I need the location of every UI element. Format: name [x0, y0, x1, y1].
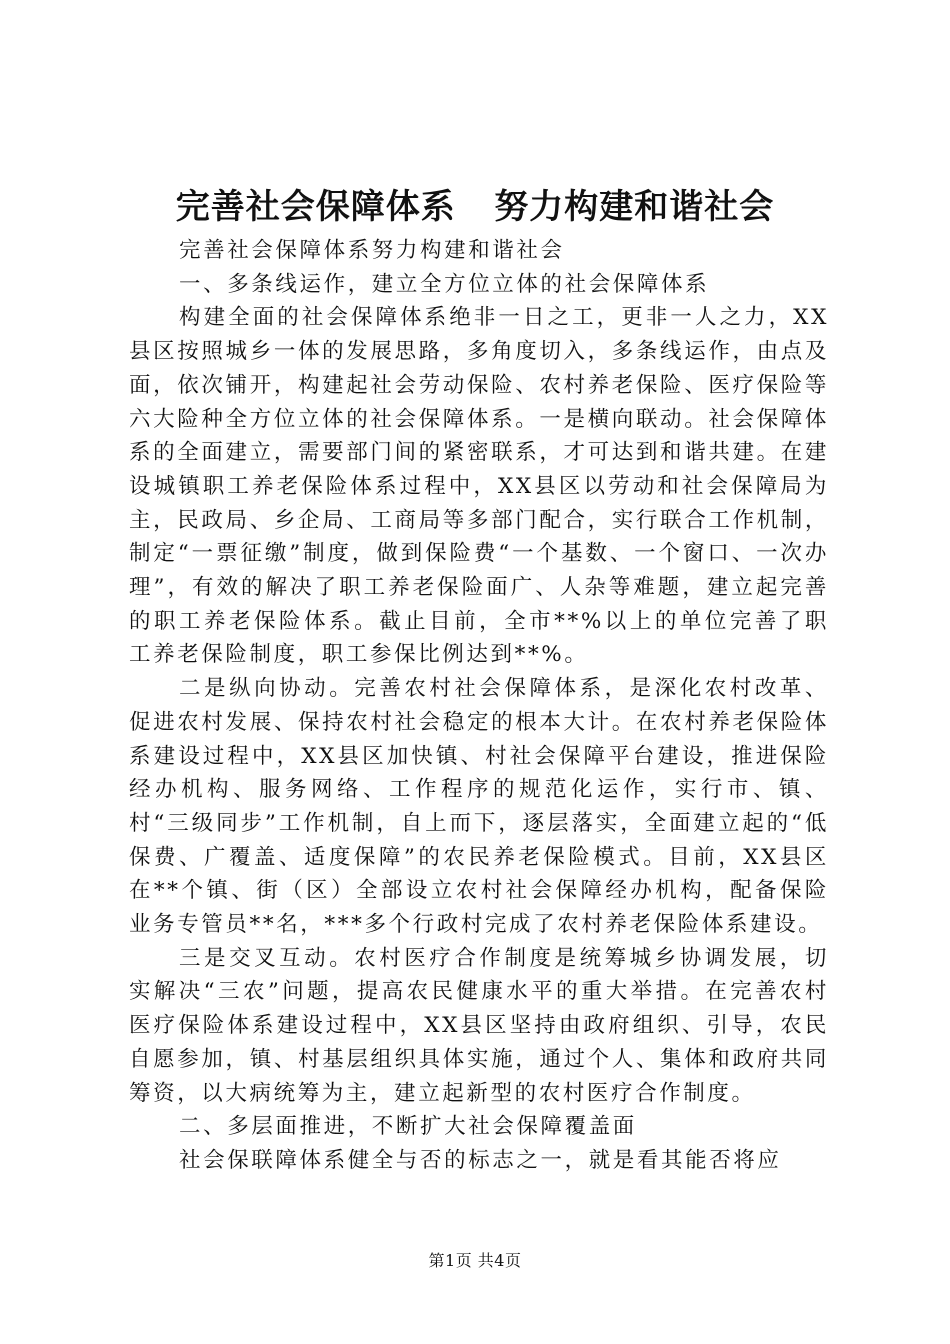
body-paragraph: 二是纵向协动。完善农村社会保障体系，是深化农村改革、促进农村发展、保持农村社会稳定的根本大计。在农村养老保险体系建设过程中，XX县区加快镇、村社会保障平台建设，推进保险经办机构、服务网络、工作程序的规范化运作，实行市、镇、村“三级同步”工作机制，自上而下，逐层落实，全面建立起的“低保费、广覆盖、适度保障”的农民养老保险模式。目前，XX县区在**个镇、街（区）全部设立农村社会保障经办机构，配备保险业务专管员**名，***多个行政村完成了农村养老保险体系建设。: [129, 676, 829, 938]
document-title: 完善社会保障体系 努力构建和谐社会: [175, 187, 775, 227]
body-paragraph: 社会保联障体系健全与否的标志之一，就是看其能否将应: [179, 1147, 782, 1173]
section-heading-1: 一、多条线运作，建立全方位立体的社会保障体系: [179, 271, 710, 297]
subtitle-paragraph: 完善社会保障体系努力构建和谐社会: [179, 238, 565, 263]
body-paragraph: 构建全面的社会保障体系绝非一日之工，更非一人之力，XX县区按照城乡一体的发展思路，多角度切入，多条线运作，由点及面，依次铺开，构建起社会劳动保险、农村养老保险、医疗保险等六大险种全方位立体的社会保障体系。一是横向联动。社会保障体系的全面建立，需要部门间的紧密联系，才可达到和谐共建。在建设城镇职工养老保险体系过程中，XX县区以劳动和社会保障局为主，民政局、乡企局、工商局等多部门配合，实行联合工作机制，制定“一票征缴”制度，做到保险费“一个基数、一个窗口、一次办理”，有效的解决了职工养老保险面广、人杂等难题，建立起完善的职工养老保险体系。截止目前，全市**%以上的单位完善了职工养老保险制度，职工参保比例达到**%。: [129, 305, 829, 668]
page-number-footer: 第1页 共4页: [428, 1251, 522, 1270]
body-paragraph: 三是交叉互动。农村医疗合作制度是统筹城乡协调发展，切实解决“三农”问题，提高农民健康水平的重大举措。在完善农村医疗保险体系建设过程中，XX县区坚持由政府组织、引导，农民自愿参加，镇、村基层组织具体实施，通过个人、集体和政府共同筹资，以大病统筹为主，建立起新型的农村医疗合作制度。: [129, 945, 829, 1106]
document-body: [129, 234, 829, 1178]
section-heading-2: 二、多层面推进，不断扩大社会保障覆盖面: [179, 1114, 637, 1140]
